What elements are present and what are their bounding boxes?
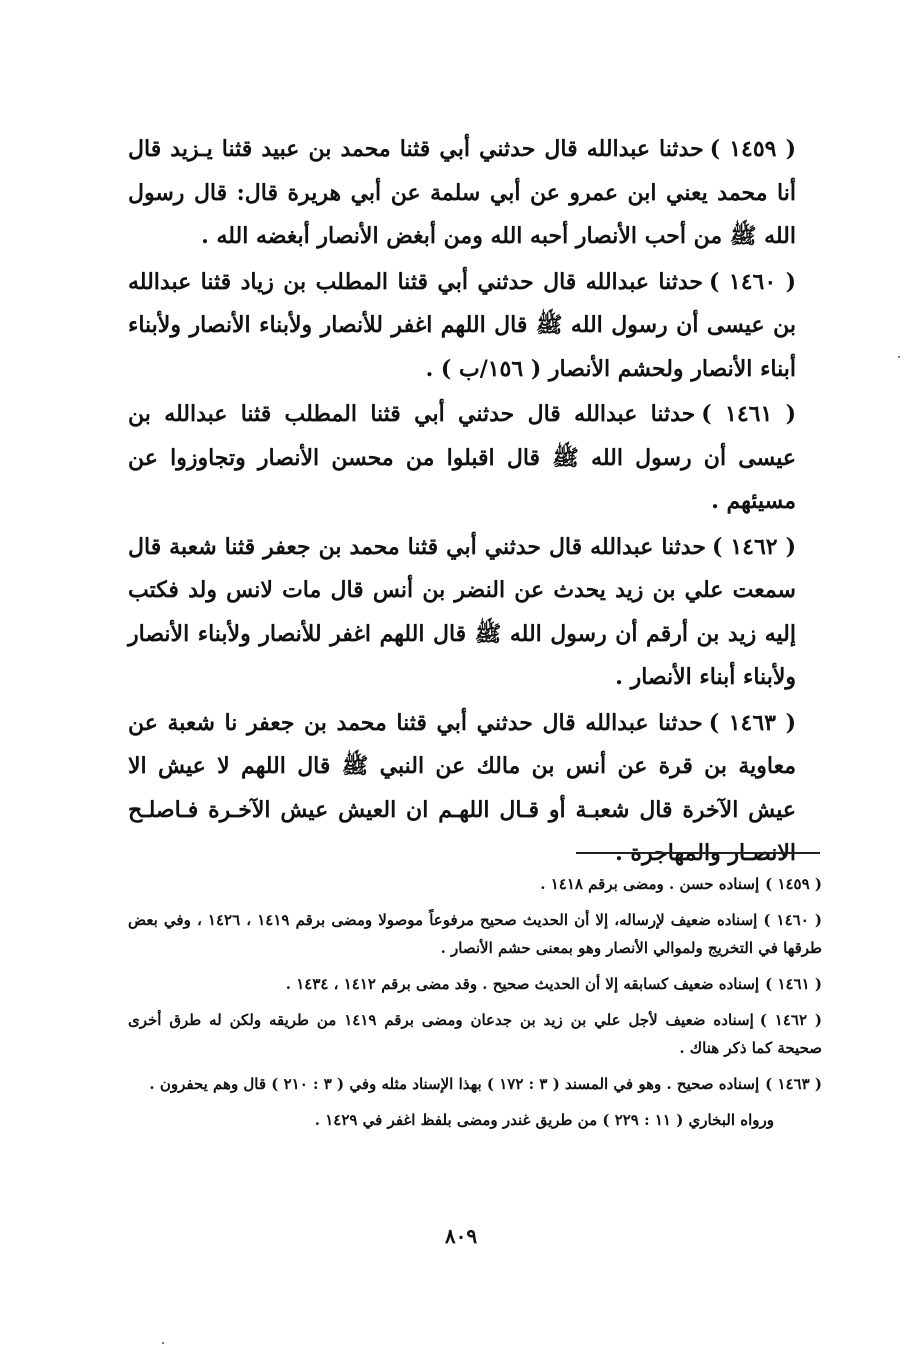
- footnote-number: ( ١٤٥٩ ): [765, 875, 822, 893]
- footnote: [128, 1006, 822, 1062]
- page-number: ٨٠٩: [444, 1224, 478, 1248]
- hadith-number: ( ١٤٦٢ ): [711, 533, 797, 560]
- hadith-number: ( ١٤٦١ ): [701, 401, 796, 427]
- footnote: [128, 906, 822, 962]
- footnote-text: إسناده ضعيف كسابقه إلا أن الحديث صحيح . وقد مضى برقم ١٤١٢ ، ١٤٣٤ .: [285, 975, 760, 993]
- hadith-paragraph: [128, 128, 796, 259]
- hadith-number: ( ١٤٥٩ ): [709, 136, 797, 162]
- footnote-text: إسناده ضعيف لإرساله، إلا أن الحديث صحيح مرفوعاً موصولا ومضى برقم ١٤١٩ ، ١٤٢٦ ، وفي بعض طرقها في التخريج ولموالي الأنصار وهو بمعنى حشم الأنصار .: [128, 911, 822, 957]
- footnote-number: ( ١٤٦١ ): [765, 975, 822, 993]
- footnote-continuation: ورواه البخاري ( ١١ : ٢٢٩ ) من طريق غندر ومضى بلفظ اغفر في ١٤٢٩ .: [314, 1111, 774, 1129]
- hadith-number: ( ١٤٦٠ ): [709, 268, 797, 295]
- footnote-number: ( ١٤٦٠ ): [763, 911, 822, 929]
- scan-speck: [162, 1342, 164, 1344]
- footnote-text: إسناده صحيح . وهو في المسند ( ٣ : ١٧٢ ) بهذا الإسناد مثله وفي ( ٣ : ٢١٠ ) قال وهم يحفرون .: [149, 1075, 760, 1093]
- main-text: [128, 128, 796, 878]
- hadith-text: حدثنا عبدالله قال حدثني أبي قثنا محمد بن جعفر نا شعبة عن معاوية بن قرة عن أنس بن مالك عن النبي ﷺ قال اللهم لا عيش الا عيش الآخرة قال شعبـة أو قـال اللهـم ان العيش عيش الآخـرة فـاصلـح الانصـار والمهاجرة .: [128, 709, 797, 866]
- hadith-text: حدثنا عبدالله قال حدثني أبي قثنا المطلب قثنا عبدالله بن عيسى أن رسول الله ﷺ قال اقبلوا من محسن الأنصار وتجاوزوا عن مسيئهم .: [128, 401, 796, 514]
- footnote-number: ( ١٤٦٣ ): [765, 1075, 822, 1093]
- footnote-text: إسناده حسن . ومضى برقم ١٤١٨ .: [540, 875, 760, 893]
- footnote-number: ( ١٤٦٢ ): [759, 1011, 822, 1029]
- footnotes: [128, 870, 822, 1142]
- hadith-text: حدثنا عبدالله قال حدثني أبي قثنا محمد بن جعفر قثنا شعبة قال سمعت علي بن زيد يحدث عن النضر بن أنس قال مات لانس ولد فكتب إليه زيد بن أرقم أن رسول الله ﷺ قال اللهم اغفر للأنصار ولأبناء الأنصار ولأبناء أبناء الأنصار .: [128, 533, 796, 690]
- hadith-paragraph: [128, 393, 796, 524]
- footnote: [128, 970, 822, 998]
- hadith-paragraph: [128, 261, 796, 392]
- footnote: [128, 870, 822, 898]
- footnote-text: إسناده ضعيف لأجل علي بن زيد بن جدعان ومضى برقم ١٤١٩ من طريقه ولكن له طرق أخرى صحيحة كما ذكر هناك .: [128, 1011, 822, 1057]
- hadith-text: حدثنا عبدالله قال حدثني أبي قثنا محمد بن عبيد قثنا يـزيد قال أنا محمد يعني ابن عمرو عن أبي سلمة عن أبي هريرة قال: قال رسول الله ﷺ من أحب الأنصار أحبه الله ومن أبغض الأنصار أبغضه الله .: [128, 136, 796, 249]
- scan-speck: [898, 356, 900, 358]
- footnote: [128, 1070, 822, 1098]
- footnote-separator: [576, 852, 820, 854]
- hadith-paragraph: [128, 702, 796, 876]
- hadith-text: حدثنا عبدالله قال حدثني أبي قثنا المطلب بن زياد قثنا عبدالله بن عيسى أن رسول الله ﷺ قال اللهم اغفر للأنصار ولأبناء الأنصار ولأبناء أبناء الأنصار ولحشم الأنصار ( ١٥٦/ب ) .: [128, 268, 796, 382]
- hadith-number: ( ١٤٦٣ ): [708, 709, 796, 736]
- hadith-paragraph: [128, 526, 796, 700]
